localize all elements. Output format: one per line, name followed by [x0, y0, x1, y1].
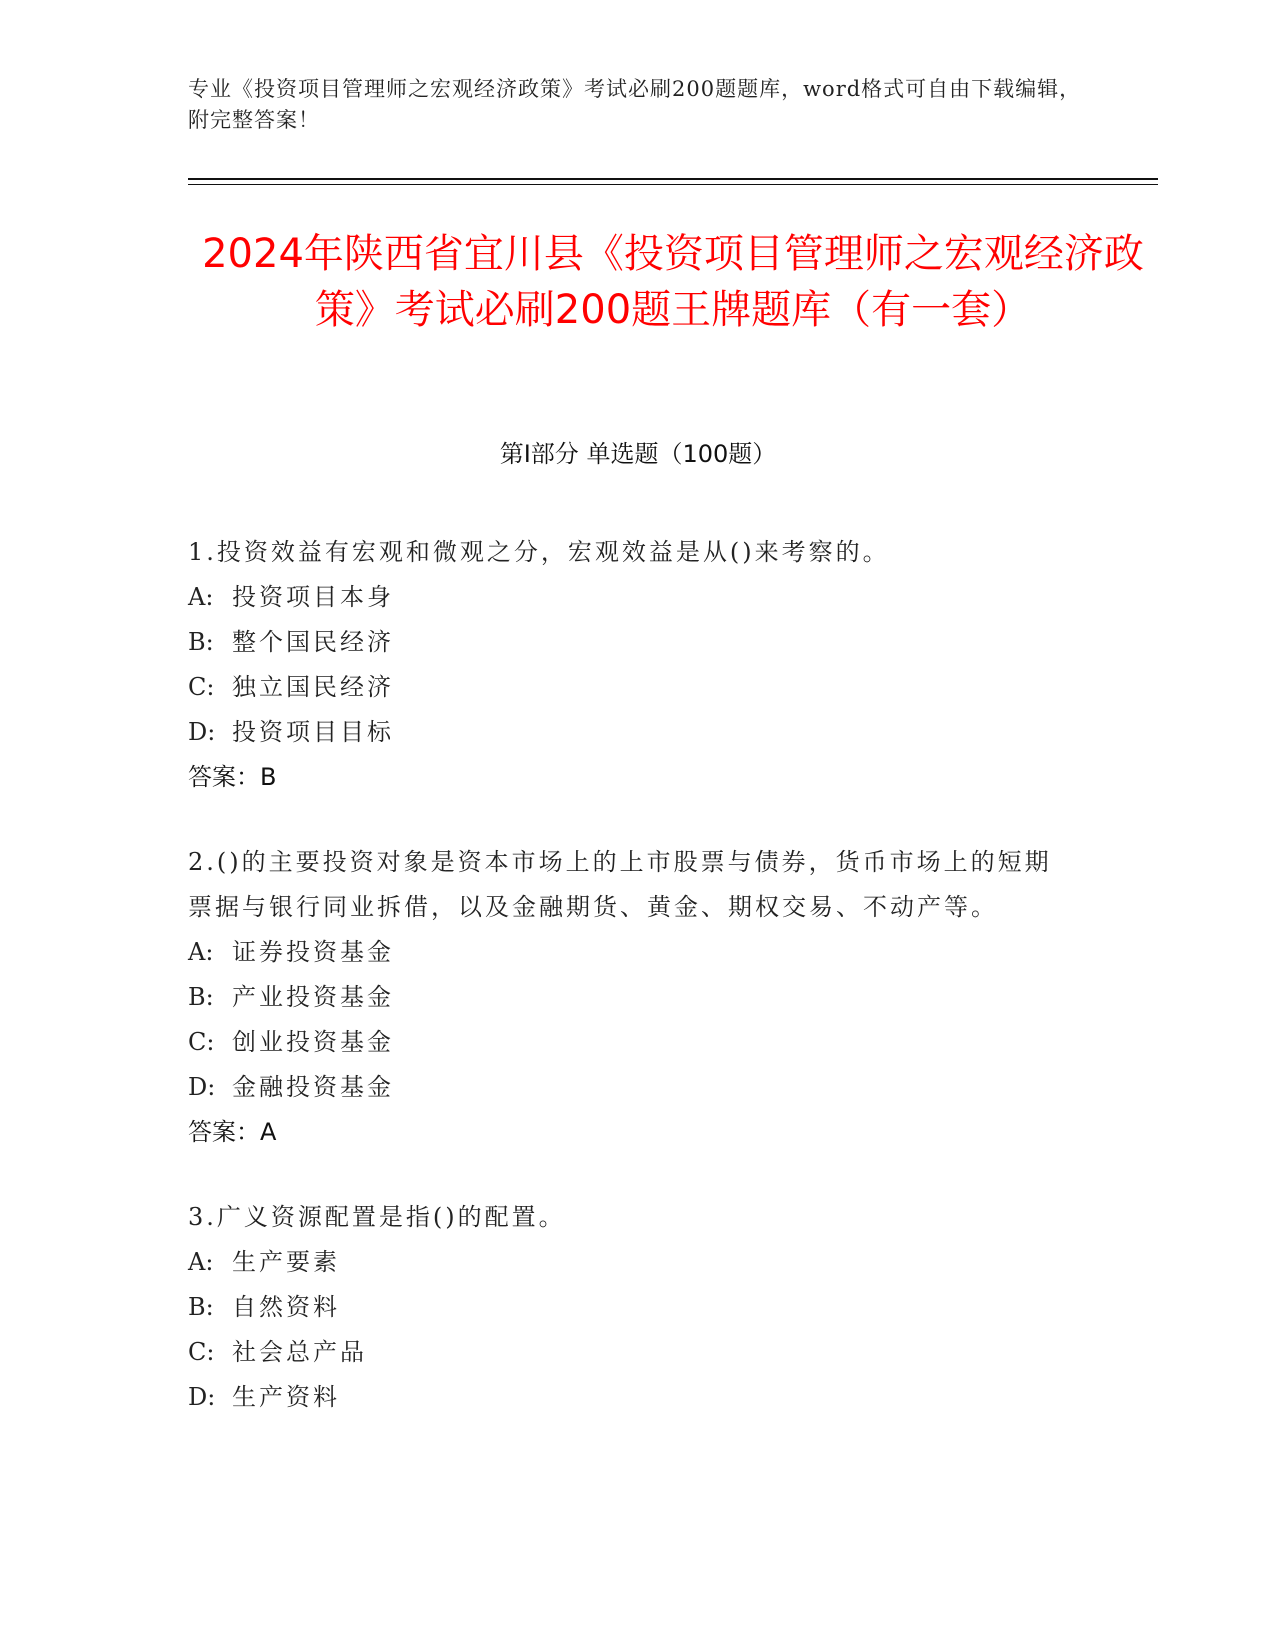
- option-letter: C:: [188, 1028, 215, 1056]
- answer-line: 答案：B: [188, 763, 277, 791]
- option-letter: A:: [188, 938, 214, 966]
- header-rule-thin: [188, 184, 1158, 185]
- option-letter: D:: [188, 1073, 216, 1101]
- option-text: 投资项目目标: [232, 718, 394, 746]
- option-letter: A:: [188, 583, 214, 611]
- option-text: 生产要素: [232, 1248, 340, 1276]
- option-b: [188, 620, 1068, 665]
- option-text: 创业投资基金: [232, 1028, 394, 1056]
- option-text: 独立国民经济: [232, 673, 394, 701]
- option-text: 证券投资基金: [232, 938, 394, 966]
- option-text: 投资项目本身: [232, 583, 394, 611]
- option-letter: D:: [188, 1383, 216, 1411]
- question-3: [188, 1195, 1068, 1420]
- option-d: [188, 710, 1068, 755]
- option-c: [188, 1020, 1068, 1065]
- document-title: 2024年陕西省宜川县《投资项目管理师之宏观经济政策》考试必刷200题王牌题库（有一套）: [202, 231, 1144, 333]
- question-list: [188, 530, 1068, 1460]
- option-text: 金融投资基金: [232, 1073, 394, 1101]
- option-text: 产业投资基金: [232, 983, 394, 1011]
- option-text: 生产资料: [232, 1383, 340, 1411]
- option-letter: A:: [188, 1248, 214, 1276]
- option-a: [188, 930, 1068, 975]
- option-text: 社会总产品: [232, 1338, 367, 1366]
- option-letter: B:: [188, 1293, 214, 1321]
- option-a: [188, 1240, 1068, 1285]
- option-letter: C:: [188, 1338, 215, 1366]
- question-stem: 3.广义资源配置是指()的配置。: [188, 1203, 566, 1231]
- option-d: [188, 1065, 1068, 1110]
- option-text: 整个国民经济: [232, 628, 394, 656]
- question-stem: 2.()的主要投资对象是资本市场上的上市股票与债券，货币市场上的短期票据与银行同业拆借，以及金融期货、黄金、期权交易、不动产等。: [188, 848, 1052, 921]
- option-letter: D:: [188, 718, 216, 746]
- option-letter: B:: [188, 628, 214, 656]
- header-note: 专业《投资项目管理师之宏观经济政策》考试必刷200题题库，word格式可自由下载编辑，附完整答案！: [188, 77, 1082, 132]
- question-2: [188, 840, 1068, 1155]
- question-1: [188, 530, 1068, 800]
- option-d: [188, 1375, 1068, 1420]
- option-letter: C:: [188, 673, 215, 701]
- option-b: [188, 1285, 1068, 1330]
- option-letter: B:: [188, 983, 214, 1011]
- section-title: 第Ⅰ部分 单选题（100题）: [499, 440, 777, 468]
- option-c: [188, 665, 1068, 710]
- option-c: [188, 1330, 1068, 1375]
- header-rule-thick: [188, 178, 1158, 180]
- option-b: [188, 975, 1068, 1020]
- option-a: [188, 575, 1068, 620]
- question-stem: 1.投资效益有宏观和微观之分，宏观效益是从()来考察的。: [188, 538, 890, 566]
- answer-line: 答案：A: [188, 1118, 277, 1146]
- option-text: 自然资料: [232, 1293, 340, 1321]
